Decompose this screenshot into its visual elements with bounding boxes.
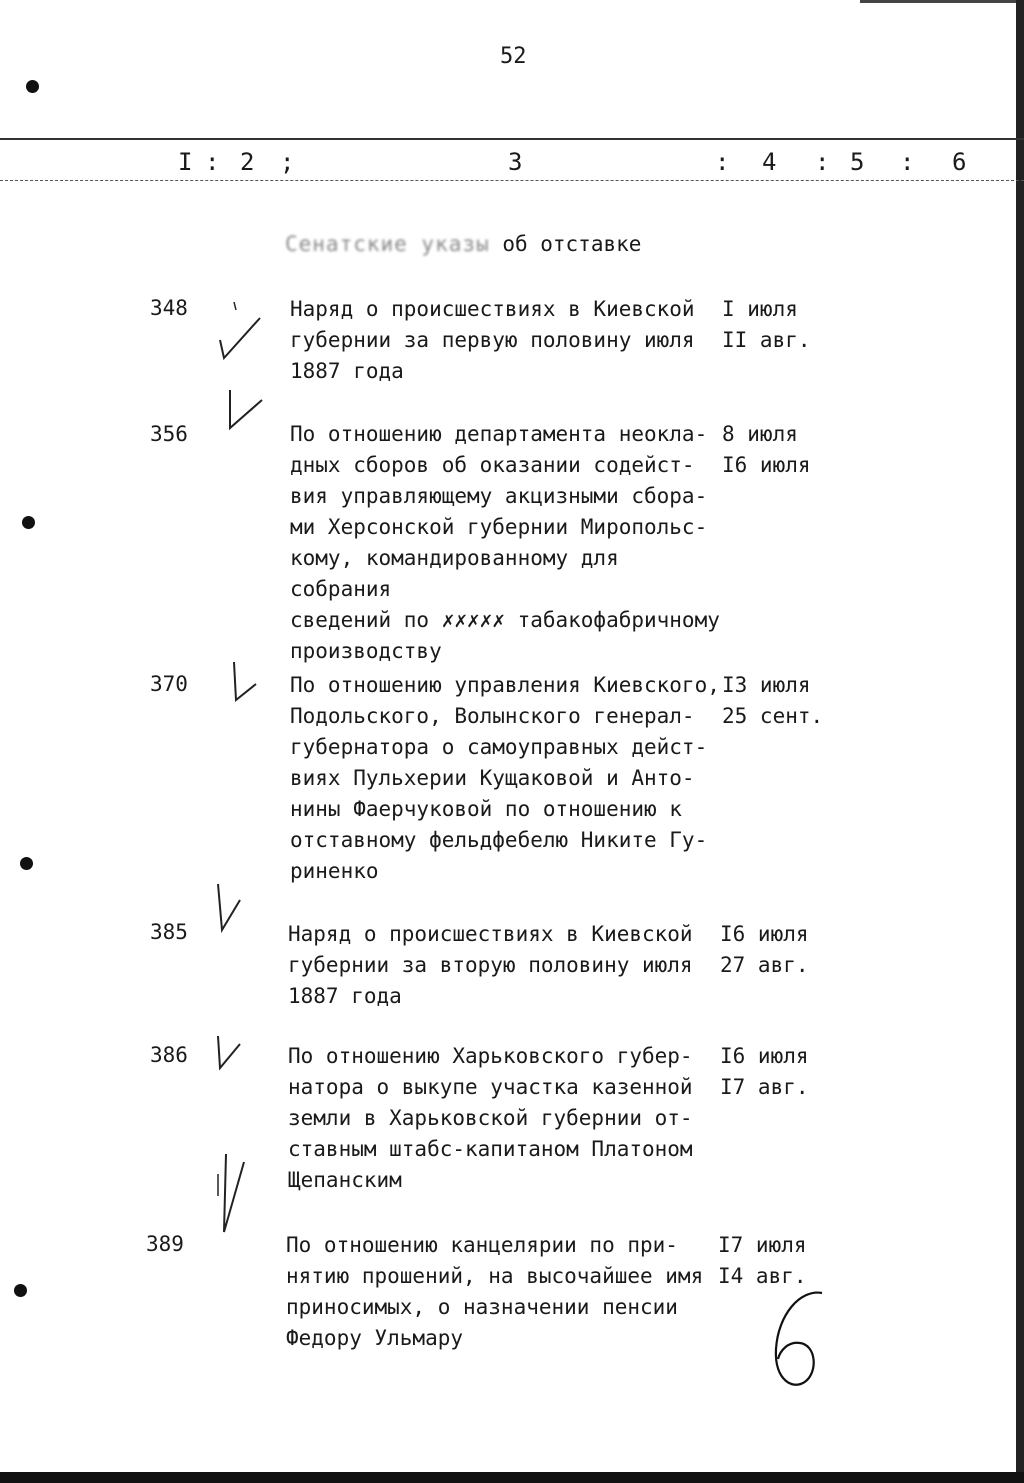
entry-dates: I3 июля 25 сент. [722, 673, 824, 728]
entry-number: 348 [150, 296, 188, 320]
binding-hole [22, 516, 35, 529]
handwritten-number [760, 1285, 840, 1399]
entry-number: 356 [150, 422, 188, 446]
entry-number: 389 [146, 1232, 184, 1256]
check-mark-icon [210, 1148, 250, 1238]
scan-edge-bottom [0, 1472, 1024, 1483]
entry-dates: I июля II авг. [722, 297, 811, 352]
section-header-smudged: Сенатские указы [285, 232, 490, 256]
column-separator: : [205, 148, 220, 176]
entry-dates: I6 июля 27 авг. [720, 922, 809, 977]
entry-description: По отношению департамента неокла- дных сборов об оказании содейст- вия управляющему акцизными сбора- ми Херсонской губернии Миропольс- кому, командированному для собрания сведений по ✗✗✗✗✗ табакофабричному производству [290, 422, 720, 663]
column-separator: : [900, 148, 915, 176]
column-separator: : [815, 148, 830, 176]
entry-description: По отношению управления Киевского, Подольского, Волынского генерал- губернатора о самоуправных дейст- виях Пульхерии Кущаковой и Анто- нины Фаерчуковой по отношению к отставному фельдфебелю Никите Гу- риненко [290, 673, 720, 883]
entry-dates: I7 июля I4 авг. [718, 1233, 807, 1288]
entry-description: Наряд о происшествиях в Киевской губернии за вторую половину июля 1887 года [288, 922, 693, 1008]
column-header-1: I [178, 148, 193, 176]
section-header [285, 232, 641, 256]
column-separator: ; [280, 148, 295, 176]
check-mark-icon [210, 880, 244, 936]
binding-hole [20, 857, 33, 870]
check-mark-icon [212, 1032, 246, 1074]
entry-description: Наряд о происшествиях в Киевской губернии за первую половину июля 1887 года [290, 297, 695, 383]
entry-description: По отношению канцелярии по при- нятию прошений, на высочайшее имя приносимых, о назначении пенсии Федору Ульмару [286, 1233, 704, 1350]
entry-dates: 8 июля I6 июля [722, 422, 811, 477]
column-header-2: 2 [240, 148, 255, 176]
scan-edge-top [860, 0, 1024, 3]
section-header-text: об отставке [502, 232, 642, 256]
column-header-6: 6 [952, 148, 967, 176]
binding-hole [14, 1284, 27, 1297]
handwritten-six-icon [760, 1285, 840, 1395]
entry-number: 370 [150, 672, 188, 696]
entry-number: 385 [150, 920, 188, 944]
header-rule-bottom [0, 180, 1024, 181]
page-number: 52 [500, 44, 527, 69]
column-header-5: 5 [850, 148, 865, 176]
binding-hole [26, 80, 39, 93]
entry-number: 386 [150, 1043, 188, 1067]
check-mark-icon [212, 300, 268, 360]
header-rule-top [0, 138, 1024, 140]
check-mark-icon [224, 386, 268, 434]
column-header-3: 3 [508, 148, 523, 176]
check-mark-icon [228, 660, 262, 704]
column-separator: : [715, 148, 730, 176]
entry-dates: I6 июля I7 авг. [720, 1044, 809, 1099]
column-header-4: 4 [762, 148, 777, 176]
scan-edge-right [1016, 0, 1024, 1483]
entry-description: По отношению Харьковского губер- натора о выкупе участка казенной земли в Харьковской губернии от- ставным штабс-капитаном Платоном Щепанским [288, 1044, 693, 1192]
